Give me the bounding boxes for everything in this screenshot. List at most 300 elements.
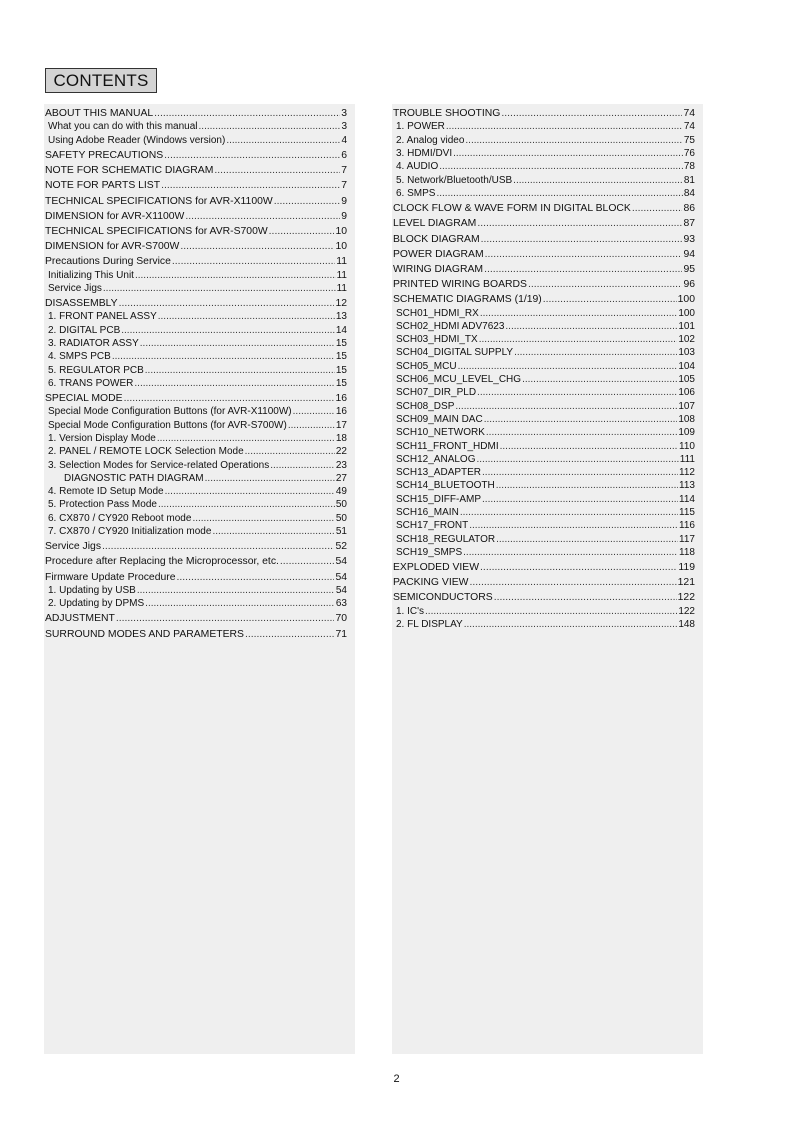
- dot-leader: [476, 454, 678, 466]
- dot-leader: [481, 234, 683, 246]
- toc-entry[interactable]: [392, 200, 703, 215]
- toc-entry-page: 52: [335, 541, 347, 553]
- dot-leader: [112, 351, 335, 363]
- toc-entry-title: 1. Version Display Mode: [48, 432, 156, 444]
- toc-entry-page: 117: [679, 533, 695, 545]
- toc-entry-page: 54: [335, 571, 347, 583]
- toc-entry-title: SCH12_ANALOG: [396, 453, 476, 465]
- toc-entry[interactable]: [392, 373, 703, 386]
- toc-entry-title: SCH04_DIGITAL SUPPLY: [396, 347, 514, 359]
- toc-entry-page: 27: [335, 472, 347, 484]
- toc-entry-title: SCH09_MAIN DAC: [396, 413, 483, 425]
- toc-entry[interactable]: [44, 268, 355, 281]
- toc-entry[interactable]: [392, 479, 703, 492]
- toc-entry-title: 4. SMPS PCB: [48, 351, 111, 363]
- toc-entry-title: 4. AUDIO: [396, 161, 439, 173]
- dot-leader: [119, 298, 335, 310]
- toc-entry-title: 5. Protection Pass Mode: [48, 499, 157, 511]
- toc-entry-title: SCHEMATIC DIAGRAMS (1/19): [393, 294, 542, 306]
- dot-leader: [158, 499, 335, 511]
- toc-entry[interactable]: [44, 584, 355, 597]
- toc-entry[interactable]: [44, 377, 355, 390]
- toc-entry-page: 100: [677, 294, 695, 306]
- toc-entry[interactable]: [392, 559, 703, 574]
- toc-entry[interactable]: [392, 173, 703, 186]
- toc-entry[interactable]: [392, 320, 703, 333]
- toc-entry[interactable]: [44, 162, 355, 177]
- toc-entry-page: 7: [341, 180, 347, 192]
- toc-entry[interactable]: [392, 346, 703, 359]
- toc-entry[interactable]: [392, 519, 703, 532]
- toc-entry-page: 54: [335, 584, 347, 596]
- toc-entry[interactable]: [44, 390, 355, 405]
- toc-column-left: [44, 104, 355, 1054]
- toc-entry[interactable]: [392, 604, 703, 617]
- toc-entry-title: 3. Selection Modes for Service-related Operations: [48, 459, 270, 471]
- dot-leader: [145, 365, 335, 377]
- dot-leader: [477, 218, 682, 230]
- toc-entry-title: SAFETY PRECAUTIONS: [45, 149, 164, 161]
- toc-entry[interactable]: [392, 546, 703, 559]
- toc-entry-page: 111: [679, 453, 695, 465]
- toc-entry-page: 71: [335, 628, 347, 640]
- dot-leader: [124, 393, 335, 405]
- dot-leader: [245, 629, 334, 641]
- toc-entry-page: 113: [679, 480, 695, 492]
- dot-leader: [161, 180, 340, 192]
- toc-entry-page: 15: [335, 364, 347, 376]
- toc-entry-page: 148: [678, 619, 695, 631]
- dot-leader: [137, 585, 335, 597]
- toc-entry-page: 6: [341, 149, 347, 161]
- toc-entry-title: 6. CX870 / CY920 Reboot mode: [48, 512, 192, 524]
- toc-entry-page: 50: [335, 512, 347, 524]
- toc-entry-title: NOTE FOR SCHEMATIC DIAGRAM: [45, 165, 214, 177]
- toc-entry[interactable]: [392, 506, 703, 519]
- toc-entry-page: 3: [341, 108, 347, 120]
- toc-entry-page: 110: [679, 440, 695, 452]
- dot-leader: [514, 347, 677, 359]
- toc-entry-title: 3. HDMI/DVI: [396, 148, 453, 160]
- toc-entry-title: SEMICONDUCTORS: [393, 592, 493, 604]
- dot-leader: [439, 161, 683, 173]
- dot-leader: [140, 338, 335, 350]
- toc-entry[interactable]: [392, 589, 703, 604]
- toc-entry-page: 22: [335, 446, 347, 458]
- toc-entry[interactable]: [392, 291, 703, 306]
- toc-entry-page: 122: [678, 605, 695, 617]
- dot-leader: [446, 121, 683, 133]
- toc-entry-title: TROUBLE SHOOTING: [393, 108, 501, 120]
- dot-leader: [280, 556, 335, 568]
- dot-leader: [484, 414, 678, 426]
- toc-entry[interactable]: [392, 466, 703, 479]
- toc-entry[interactable]: [44, 445, 355, 458]
- toc-entry[interactable]: [392, 120, 703, 133]
- toc-entry-title: 2. FL DISPLAY: [396, 619, 463, 631]
- toc-entry-title: 6. SMPS: [396, 187, 436, 199]
- toc-entry-title: SCH14_BLUETOOTH: [396, 480, 495, 492]
- toc-entry[interactable]: [392, 160, 703, 173]
- toc-entry-title: LEVEL DIAGRAM: [393, 218, 477, 230]
- toc-entry-title: WIRING DIAGRAM: [393, 263, 484, 275]
- toc-entry-page: 15: [335, 377, 347, 389]
- dot-leader: [496, 534, 678, 546]
- toc-entry-title: Procedure after Replacing the Microprocessor, etc.: [45, 556, 279, 568]
- toc-entry[interactable]: [392, 492, 703, 505]
- toc-entry-page: 23: [335, 459, 347, 471]
- dot-leader: [453, 148, 683, 160]
- dot-leader: [465, 135, 682, 147]
- toc-entry-page: 86: [683, 203, 695, 215]
- toc-entry-page: 115: [679, 507, 695, 519]
- toc-entry-page: 100: [678, 307, 695, 319]
- toc-entry[interactable]: [44, 418, 355, 431]
- toc-entry-page: 51: [335, 526, 347, 537]
- toc-entry-title: SCH05_MCU: [396, 360, 457, 372]
- dot-leader: [270, 460, 335, 472]
- dot-leader: [458, 361, 678, 373]
- dot-leader: [436, 188, 682, 200]
- toc-entry-page: 105: [678, 374, 695, 386]
- dot-leader: [505, 321, 677, 333]
- toc-entry-page: 108: [678, 413, 695, 425]
- toc-entry[interactable]: [44, 223, 355, 238]
- toc-entry-page: 9: [341, 210, 347, 222]
- toc-entry-page: 15: [335, 351, 347, 363]
- page-number: 2: [393, 1073, 400, 1085]
- toc-entry[interactable]: [44, 238, 355, 253]
- toc-entry-page: 103: [678, 347, 695, 359]
- dot-leader: [293, 406, 335, 418]
- toc-entry[interactable]: [44, 472, 355, 485]
- toc-entry-page: 118: [679, 546, 695, 558]
- toc-entry[interactable]: [44, 105, 355, 120]
- dot-leader: [528, 279, 683, 291]
- dot-leader: [177, 572, 335, 584]
- dot-leader: [135, 270, 336, 282]
- toc-entry-title: PACKING VIEW: [393, 577, 469, 589]
- toc-entry-page: 78: [683, 161, 695, 173]
- toc-entry[interactable]: [44, 625, 355, 640]
- toc-entry[interactable]: [392, 215, 703, 230]
- toc-entry-page: 54: [335, 556, 347, 568]
- toc-entry[interactable]: [44, 511, 355, 524]
- toc-entry-title: SPECIAL MODE: [45, 393, 123, 405]
- dot-leader: [245, 446, 335, 458]
- toc-entry-title: DIMENSION for AVR-S700W: [45, 241, 180, 253]
- toc-entry-title: DIAGNOSTIC PATH DIAGRAM: [64, 472, 204, 484]
- toc-entry-title: 1. POWER: [396, 121, 445, 133]
- dot-leader: [494, 592, 677, 604]
- dot-leader: [158, 311, 335, 323]
- dot-leader: [121, 325, 335, 337]
- dot-leader: [484, 264, 682, 276]
- toc-entry-title: 5. Network/Bluetooth/USB: [396, 174, 513, 186]
- dot-leader: [480, 562, 677, 574]
- dot-leader: [165, 486, 335, 498]
- toc-entry-page: 49: [335, 486, 347, 498]
- toc-entry-page: 16: [335, 393, 347, 405]
- toc-entry[interactable]: [44, 553, 355, 568]
- dot-leader: [496, 480, 678, 492]
- toc-entry-title: TECHNICAL SPECIFICATIONS for AVR-S700W: [45, 225, 268, 237]
- toc-entry[interactable]: [392, 399, 703, 412]
- dot-leader: [469, 577, 676, 589]
- toc-entry-title: SCH19_SMPS: [396, 546, 463, 558]
- toc-entry[interactable]: [44, 192, 355, 207]
- toc-entry-page: 18: [335, 432, 347, 444]
- toc-entry-page: 102: [678, 334, 695, 346]
- toc-entry[interactable]: [44, 337, 355, 350]
- toc-entry[interactable]: [392, 532, 703, 545]
- toc-entry-page: 121: [677, 577, 695, 589]
- toc-entry[interactable]: [44, 538, 355, 553]
- dot-leader: [486, 427, 677, 439]
- dot-leader: [464, 619, 678, 631]
- toc-entry[interactable]: [44, 597, 355, 610]
- toc-entry-page: 96: [683, 279, 695, 291]
- toc-entry-title: 6. TRANS POWER: [48, 377, 134, 389]
- toc-entry-title: 2. Updating by DPMS: [48, 598, 145, 610]
- toc-entry-page: 15: [335, 337, 347, 349]
- toc-entry-page: 7: [341, 165, 347, 177]
- toc-entry-page: 81: [683, 174, 695, 186]
- toc-entry-title: DISASSEMBLY: [45, 298, 118, 310]
- toc-entry[interactable]: [44, 525, 355, 538]
- dot-leader: [116, 613, 335, 625]
- toc-entry-title: Precautions During Service: [45, 256, 171, 268]
- toc-entry-title: 3. RADIATOR ASSY: [48, 337, 139, 349]
- toc-entry[interactable]: [44, 133, 355, 146]
- toc-entry[interactable]: [392, 261, 703, 276]
- toc-entry-page: 75: [683, 134, 695, 146]
- toc-entry-title: 5. REGULATOR PCB: [48, 364, 144, 376]
- toc-entry[interactable]: [392, 246, 703, 261]
- toc-entry-page: 74: [683, 121, 695, 133]
- toc-entry-title: SCH13_ADAPTER: [396, 467, 482, 479]
- toc-entry-title: 2. PANEL / REMOTE LOCK Selection Mode: [48, 446, 244, 458]
- toc-entry-title: CLOCK FLOW & WAVE FORM IN DIGITAL BLOCK: [393, 203, 631, 215]
- toc-entry-page: 95: [683, 263, 695, 275]
- toc-entry[interactable]: [44, 177, 355, 192]
- toc-entry-title: Using Adobe Reader (Windows version): [48, 134, 226, 146]
- dot-leader: [192, 513, 334, 525]
- toc-entry-title: SCH16_MAIN: [396, 507, 459, 519]
- toc-entry-title: SCH07_DIR_PLD: [396, 387, 477, 399]
- dot-leader: [288, 420, 335, 432]
- toc-entry-title: 1. IC's: [396, 605, 425, 617]
- toc-entry-title: Initializing This Unit: [48, 269, 134, 281]
- toc-entry[interactable]: [44, 498, 355, 511]
- toc-entry-title: SCH11_FRONT_HDMI: [396, 440, 499, 452]
- toc-entry[interactable]: [44, 485, 355, 498]
- toc-entry-title: SCH02_HDMI ADV7623: [396, 320, 505, 332]
- toc-entry-title: SCH18_REGULATOR: [396, 533, 496, 545]
- toc-entry-page: 3: [341, 121, 347, 133]
- dot-leader: [463, 547, 678, 559]
- toc-entry[interactable]: [392, 453, 703, 466]
- toc-entry[interactable]: [44, 610, 355, 625]
- toc-entry-page: 11: [336, 282, 347, 294]
- toc-entry-title: PRINTED WIRING BOARDS: [393, 279, 527, 291]
- toc-entry[interactable]: [392, 439, 703, 452]
- toc-entry[interactable]: [392, 333, 703, 346]
- toc-entry[interactable]: [392, 276, 703, 291]
- toc-entry[interactable]: [44, 253, 355, 268]
- toc-entry-page: 10: [335, 225, 347, 237]
- toc-entry[interactable]: [44, 432, 355, 445]
- dot-leader: [269, 226, 335, 238]
- toc-entry[interactable]: [44, 568, 355, 583]
- toc-entry-page: 4: [341, 134, 347, 146]
- toc-entry-title: Special Mode Configuration Buttons (for AVR-X1100W): [48, 406, 292, 418]
- toc-entry-page: 70: [335, 613, 347, 625]
- toc-entry-page: 13: [335, 311, 347, 323]
- toc-entry-title: Service Jigs: [45, 541, 102, 553]
- toc-entry-title: 1. FRONT PANEL ASSY: [48, 311, 157, 323]
- toc-entry-page: 17: [335, 419, 347, 431]
- toc-entry-title: NOTE FOR PARTS LIST: [45, 180, 161, 192]
- toc-entry[interactable]: [44, 405, 355, 418]
- toc-entry-title: 1. Updating by USB: [48, 584, 136, 596]
- dot-leader: [480, 308, 678, 320]
- toc-entry-page: 14: [335, 324, 347, 336]
- toc-entry-title: TECHNICAL SPECIFICATIONS for AVR-X1100W: [45, 195, 273, 207]
- dot-leader: [164, 150, 340, 162]
- dot-leader: [212, 526, 334, 538]
- toc-entry-title: ABOUT THIS MANUAL: [45, 108, 154, 120]
- dot-leader: [460, 507, 678, 519]
- toc-entry[interactable]: [392, 230, 703, 245]
- dot-leader: [102, 541, 334, 553]
- toc-entry[interactable]: [392, 574, 703, 589]
- toc-entry-title: SCH10_NETWORK: [396, 427, 485, 439]
- toc-entry-page: 93: [683, 233, 695, 245]
- toc-entry[interactable]: [44, 120, 355, 133]
- toc-entry[interactable]: [44, 350, 355, 363]
- toc-entry-page: 76: [683, 148, 695, 160]
- toc-entry-page: 114: [679, 493, 695, 505]
- toc-entry[interactable]: [44, 295, 355, 310]
- toc-entry-page: 101: [678, 320, 695, 332]
- dot-leader: [199, 121, 341, 133]
- toc-entry-title: SURROUND MODES AND PARAMETERS: [45, 628, 244, 640]
- toc-entry[interactable]: [44, 282, 355, 295]
- toc-entry-page: 63: [335, 598, 347, 610]
- dot-leader: [172, 256, 335, 268]
- toc-entry-title: SCH17_FRONT: [396, 520, 469, 532]
- dot-leader: [469, 520, 678, 532]
- toc-entry-page: 119: [678, 562, 695, 574]
- dot-leader: [513, 175, 683, 187]
- toc-entry[interactable]: [392, 133, 703, 146]
- toc-entry-title: What you can do with this manual: [48, 121, 198, 133]
- toc-entry-title: SCH08_DSP: [396, 400, 455, 412]
- toc-entry-title: 7. CX870 / CY920 Initialization mode: [48, 526, 212, 537]
- toc-entry-page: 11: [336, 269, 347, 281]
- dot-leader: [205, 473, 335, 485]
- toc-entry[interactable]: [44, 147, 355, 162]
- dot-leader: [157, 433, 335, 445]
- dot-leader: [479, 334, 678, 346]
- dot-leader: [134, 378, 334, 390]
- toc-entry[interactable]: [392, 386, 703, 399]
- toc-entry-page: 12: [335, 298, 347, 310]
- toc-entry-title: 2. Analog video: [396, 134, 465, 146]
- dot-leader: [632, 203, 683, 215]
- toc-entry[interactable]: [392, 187, 703, 200]
- toc-entry[interactable]: [392, 306, 703, 319]
- toc-entry-page: 94: [683, 248, 695, 260]
- toc-entry-title: Firmware Update Procedure: [45, 571, 176, 583]
- dot-leader: [543, 294, 677, 306]
- toc-entry[interactable]: [392, 147, 703, 160]
- toc-entry-page: 9: [341, 195, 347, 207]
- toc-entry-page: 10: [335, 241, 347, 253]
- toc-entry-page: 74: [683, 108, 695, 120]
- toc-entry-page: 107: [678, 400, 695, 412]
- toc-entry-title: Special Mode Configuration Buttons (for AVR-S700W): [48, 419, 287, 431]
- toc-entry[interactable]: [44, 310, 355, 323]
- toc-entry-title: SCH03_HDMI_TX: [396, 334, 478, 346]
- toc-entry-page: 112: [679, 467, 695, 479]
- toc-entry[interactable]: [392, 359, 703, 372]
- toc-entry-title: SCH15_DIFF-AMP: [396, 493, 482, 505]
- toc-column-right: [392, 104, 703, 1054]
- toc-entry[interactable]: [392, 413, 703, 426]
- dot-leader: [522, 374, 677, 386]
- toc-entry[interactable]: [44, 363, 355, 376]
- dot-leader: [482, 494, 678, 506]
- dot-leader: [485, 249, 683, 261]
- toc-entry-page: 84: [683, 187, 695, 199]
- toc-entry[interactable]: [44, 323, 355, 336]
- toc-entry[interactable]: [44, 458, 355, 471]
- toc-entry-page: 104: [678, 360, 695, 372]
- dot-leader: [477, 387, 677, 399]
- toc-entry[interactable]: [392, 618, 703, 631]
- toc-entry-title: DIMENSION for AVR-X1100W: [45, 210, 185, 222]
- toc-entry[interactable]: [44, 208, 355, 223]
- toc-entry-page: 87: [683, 218, 695, 230]
- toc-entry[interactable]: [392, 105, 703, 120]
- dot-leader: [145, 598, 335, 610]
- toc-entry[interactable]: [392, 426, 703, 439]
- dot-leader: [154, 108, 340, 120]
- dot-leader: [226, 135, 340, 147]
- toc-entry-title: POWER DIAGRAM: [393, 248, 484, 260]
- dot-leader: [482, 467, 678, 479]
- dot-leader: [214, 165, 340, 177]
- toc-entry-title: EXPLODED VIEW: [393, 562, 480, 574]
- toc-entry-title: 4. Remote ID Setup Mode: [48, 486, 164, 498]
- toc-entry-page: 50: [335, 499, 347, 511]
- toc-entry-title: SCH01_HDMI_RX: [396, 307, 479, 319]
- dot-leader: [455, 401, 677, 413]
- toc-entry-title: Service Jigs: [48, 282, 102, 294]
- dot-leader: [274, 196, 341, 208]
- dot-leader: [185, 211, 340, 223]
- dot-leader: [103, 283, 336, 295]
- page-title: CONTENTS: [45, 68, 157, 93]
- toc-entry-page: 106: [678, 387, 695, 399]
- toc-entry-title: BLOCK DIAGRAM: [393, 233, 480, 245]
- dot-leader: [501, 108, 682, 120]
- toc-entry-title: ADJUSTMENT: [45, 613, 115, 625]
- dot-leader: [180, 241, 334, 253]
- toc-entry-page: 11: [336, 256, 347, 268]
